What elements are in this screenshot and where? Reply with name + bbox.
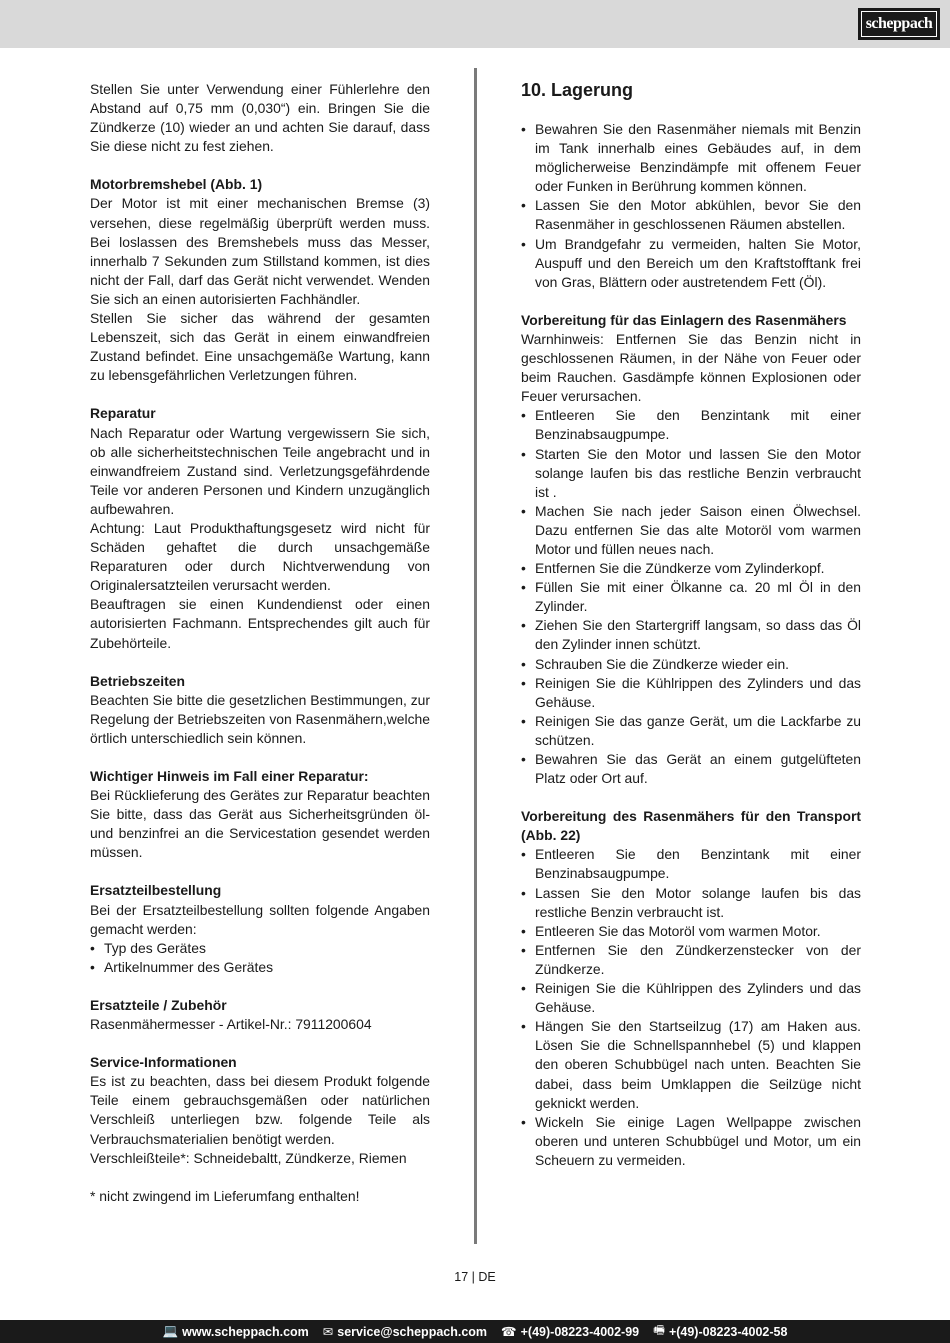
storage-intro — [521, 120, 861, 292]
phone-icon: ☎ — [501, 1325, 517, 1339]
scheppach-logo: scheppach — [858, 8, 940, 40]
computer-icon: 💻 — [162, 1324, 179, 1338]
list-item: • Entleeren Sie den Benzintank mit einer Benzinabsaugpumpe. — [521, 845, 861, 883]
transport-prep-section — [521, 807, 861, 1170]
list-item: • Reinigen Sie die Kühlrippen des Zylinders und das Gehäuse. — [521, 979, 861, 1017]
chapter-title: 10. Lagerung — [521, 80, 634, 100]
section-heading: Ersatzteilbestellung — [90, 882, 222, 899]
list-item: • Um Brandgefahr zu vermeiden, halten Sie Motor, Auspuff und den Bereich um den Kraftstofftank frei von Gras, Blättern oder austretendem Fett (Öl). — [521, 235, 861, 292]
section-heading: Vorbereitung für das Einlagern des Rasenmähers — [521, 311, 847, 328]
section-heading: Wichtiger Hinweis im Fall einer Reparatur: — [90, 768, 369, 784]
operating-times-section: Betriebszeiten Beachten Sie bitte die gesetzlichen Bestimmungen, zur Regelung der Betriebszeiten von Rasenmähern,welche örtlich unterschiedlich sein können. — [90, 672, 430, 746]
list-item: • Entfernen Sie den Zündkerzenstecker von der Zündkerze. — [521, 941, 861, 979]
repair-notice-section: Wichtiger Hinweis im Fall einer Reparatur: Bei Rücklieferung des Gerätes zur Reparatur beachten Sie bitte, dass das Gerät aus Sicherheitsgründen öl- und benzinfrei an die Servicestation gesendet werden müssen. — [90, 768, 430, 861]
list-item: • Entleeren Sie das Motoröl vom warmen Motor. — [521, 922, 861, 941]
column-divider — [474, 68, 477, 1244]
header-bar — [0, 0, 950, 48]
footer-fax: 🖷 +(49)-08223-4002-58 — [653, 1321, 787, 1342]
spark-plug-intro: Stellen Sie unter Verwendung einer Fühlerlehre den Abstand auf 0,75 mm (0,030“) ein. Bringen Sie die Zündkerze (10) wieder an und achten Sie darauf, dass Sie diese nicht zu fest ziehen. — [90, 81, 430, 155]
section-heading: Betriebszeiten — [90, 672, 185, 689]
section-heading: Motorbremshebel (Abb. 1) — [90, 176, 263, 193]
repair-section: Reparatur Nach Reparatur oder Wartung vergewissern Sie sich, ob alle sicherheitstechnischen Teile angebracht und in einwandfreiem Zustand sind. Verletzungsgefährdende Teile vor anderen Personen und Kindern unzugänglich aufbewahren. Achtung: Laut Produkthaftungsgesetz wird nicht für Schäden gehaftet die durch unsachgemäße Reparaturen oder durch Nichtverwendung von Originalersatzteilen verursacht werden. Beauftragen sie einen Kundendienst oder einen autorisierten Fachmann. Entsprechendes gilt auch für Zubehörteile. — [90, 405, 430, 651]
list-item: • Füllen Sie mit einer Ölkanne ca. 20 ml Öl in den Zylinder. — [521, 578, 861, 616]
list-item: • Entleeren Sie den Benzintank mit einer Benzinabsaugpumpe. — [521, 406, 861, 444]
list-item: • Reinigen Sie das ganze Gerät, um die Lackfarbe zu schützen. — [521, 712, 861, 750]
left-column — [90, 80, 430, 1225]
brake-section: Motorbremshebel (Abb. 1) Der Motor ist mit einer mechanischen Bremse (3) versehen, diese regelmäßig überprüft werden muss. Bei loslassen des Bremshebels muss das Messer, innerhalb 7 Sekunden zum Stillstand kommen, ist dies nicht der Fall, darf das Gerät nicht verwendet. Wenden Sie sich an einen autorisierten Fachhändler. Stellen Sie sicher das während der gesamten Lebenszeit, sich das Gerät in einem einwandfreien Zustand befindet. Eine unsachgemäße Wartung, kann zu lebensgefährlichen Verletzungen führen. — [90, 176, 430, 384]
spare-order-section: Ersatzteilbestellung Bei der Ersatzteilbestellung sollten folgende Angaben gemacht werden: • Typ des Gerätes • Artikelnummer des Gerätes — [90, 881, 430, 976]
page-number: 17 | DE — [454, 1270, 496, 1284]
list-item: • Wickeln Sie einige Lagen Wellpappe zwischen oberen und unteren Schubbügel und Motor, um ein Scheuern zu vermeiden. — [521, 1113, 861, 1170]
list-item: • Ziehen Sie den Startergriff langsam, so dass das Öl den Zylinder innen schützt. — [521, 616, 861, 654]
list-item: • Lassen Sie den Motor abkühlen, bevor Sie den Rasenmäher in geschlossenen Räumen abstellen. — [521, 196, 861, 234]
list-item: • Artikelnummer des Gerätes — [90, 958, 430, 977]
list-item: • Typ des Gerätes — [90, 939, 430, 958]
service-info-section: Service-Informationen Es ist zu beachten, dass bei diesem Produkt folgende Teile einem gebrauchsgemäßen oder natürlichen Verschleiß unterliegen bzw. folgende Teile als Verbrauchsmaterialien benötigt werden. Verschleißteile*: Schneidebaltt, Zündkerze, Riemen — [90, 1054, 430, 1166]
warning-text: Warnhinweis: Entfernen Sie das Benzin nicht in geschlossenen Räumen, in der Nähe von Feuer oder beim Rauchen. Gasdämpfe können Explosionen oder Feuer verursachen. — [521, 330, 861, 405]
fax-icon: 🖷 — [653, 1323, 665, 1337]
footer-bar — [0, 1320, 950, 1343]
footnote: * nicht zwingend im Lieferumfang enthalten! — [90, 1187, 360, 1204]
list-item: • Starten Sie den Motor und lassen Sie den Motor solange laufen bis das restliche Benzin verbraucht ist . — [521, 445, 861, 502]
spare-parts-section: Ersatzteile / Zubehör Rasenmähermesser - Artikel-Nr.: 7911200604 — [90, 996, 430, 1034]
list-item: • Entfernen Sie die Zündkerze vom Zylinderkopf. — [521, 559, 861, 578]
section-heading: Ersatzteile / Zubehör — [90, 996, 227, 1013]
list-item: • Bewahren Sie das Gerät an einem gutgelüfteten Platz oder Ort auf. — [521, 750, 861, 788]
footer-email[interactable]: ✉ service@scheppach.com — [322, 1324, 488, 1339]
list-item: • Lassen Sie den Motor solange laufen bis das restliche Benzin verbraucht ist. — [521, 884, 861, 922]
spare-order-list — [90, 939, 430, 977]
list-item: • Machen Sie nach jeder Saison einen Ölwechsel. Dazu entfernen Sie das alte Motoröl vom warmen Motor und füllen neues nach. — [521, 502, 861, 559]
footer-web[interactable]: 💻 www.scheppach.com — [162, 1324, 309, 1339]
storage-prep-section — [521, 311, 861, 788]
list-item: • Schrauben Sie die Zündkerze wieder ein. — [521, 655, 861, 674]
list-item: • Reinigen Sie die Kühlrippen des Zylinders und das Gehäuse. — [521, 674, 861, 712]
section-heading: Vorbereitung des Rasenmähers für den Transport (Abb. 22) — [521, 808, 861, 844]
mail-icon: ✉ — [322, 1325, 334, 1339]
section-heading: Reparatur — [90, 405, 156, 422]
section-heading: Service-Informationen — [90, 1054, 237, 1071]
list-item: • Bewahren Sie den Rasenmäher niemals mit Benzin im Tank innerhalb eines Gebäudes auf, in dem möglicherweise Benzindämpfe mit offenem Feuer oder Funken in Berührung kommen können. — [521, 120, 861, 196]
list-item: • Hängen Sie den Startseilzug (17) am Haken aus. Lösen Sie die Schnellspannhebel (5) und klappen den oberen Schubbügel nach unten. Beachten Sie dabei, dass beim Umklappen die Seilzüge nicht geknickt werden. — [521, 1017, 861, 1112]
footer-phone: ☎ +(49)-08223-4002-99 — [501, 1324, 640, 1339]
right-column — [521, 80, 861, 1189]
